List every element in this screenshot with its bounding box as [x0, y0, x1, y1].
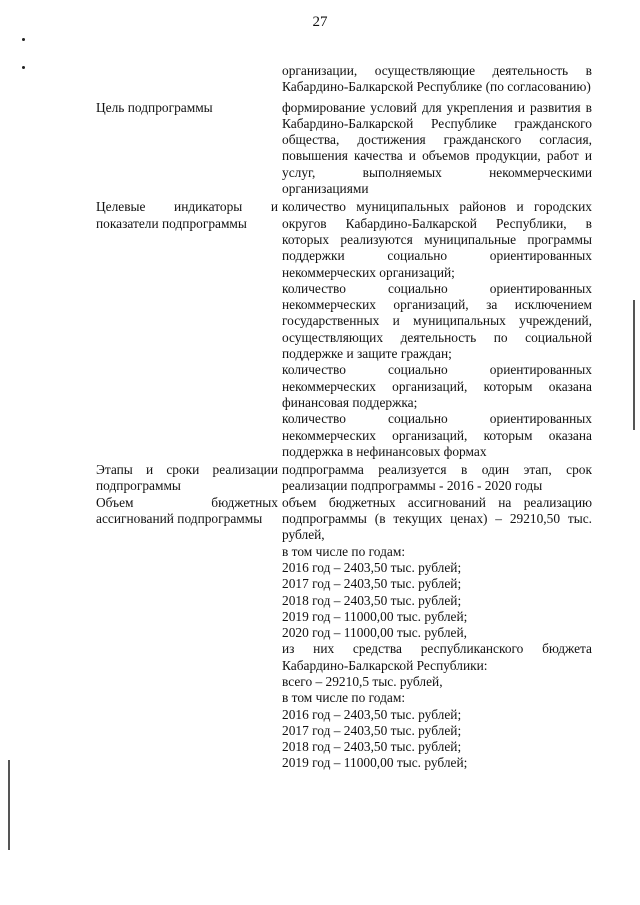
passport-row-stages	[96, 462, 606, 495]
row-label: Цель подпрограммы	[96, 99, 213, 115]
value-paragraph: формирование условий для укрепления и развития в Кабардино-Балкарской Республике гражданского общества, достижения гражданского согласия, повышения качества и объемов продукции, работ и услуг, выполняемых некоммерческими организациями	[282, 99, 592, 197]
subprogram-passport-table	[96, 63, 606, 772]
value-line: 2018 год – 2403,50 тыс. рублей;	[282, 592, 462, 608]
value-line: в том числе по годам:	[282, 690, 406, 706]
scan-artifact-dot	[22, 38, 25, 41]
passport-row-participants	[96, 63, 606, 96]
row-label: Этапы и сроки реализации подпрограммы	[96, 462, 278, 494]
value-paragraph: объем бюджетных ассигнований на реализацию подпрограммы (в текущих ценах) – 29210,50 тыс. рублей,	[282, 494, 592, 543]
value-line: в том числе по годам:	[282, 543, 406, 559]
passport-row-indicators	[96, 199, 606, 460]
value-line: 2016 год – 2403,50 тыс. рублей;	[282, 559, 462, 575]
row-value	[282, 462, 592, 495]
row-value	[282, 63, 592, 96]
scan-artifact-dot	[22, 66, 25, 69]
value-line: 2018 год – 2403,50 тыс. рублей;	[282, 739, 462, 755]
value-line: 2019 год – 11000,00 тыс. рублей;	[282, 755, 468, 771]
value-line: 2016 год – 2403,50 тыс. рублей;	[282, 706, 462, 722]
value-paragraph: количество социально ориентированных некоммерческих организаций, которым оказана поддержка в нефинансовых формах	[282, 411, 592, 459]
value-paragraph: количество социально ориентированных некоммерческих организаций, за исключением государственных и муниципальных учреждений, осуществляющих деятельность по социальной поддержке и защите граждан;	[282, 280, 592, 362]
value-paragraph: организации, осуществляющие деятельность в Кабардино-Балкарской Республике (по согласованию)	[282, 63, 592, 95]
value-paragraph: из них средства республиканского бюджета Кабардино-Балкарской Республики:	[282, 641, 592, 673]
value-line: 2019 год – 11000,00 тыс. рублей;	[282, 608, 468, 624]
row-value	[282, 100, 592, 198]
value-line: 2017 год – 2403,50 тыс. рублей;	[282, 722, 462, 738]
row-label: Объем бюджетных ассигнований подпрограммы	[96, 494, 278, 527]
value-paragraph: количество социально ориентированных некоммерческих организаций, которым оказана финансовая поддержка;	[282, 362, 592, 410]
scan-artifact-edge	[8, 760, 10, 850]
row-label	[96, 63, 278, 96]
passport-row-goal	[96, 100, 606, 198]
value-line: 2017 год – 2403,50 тыс. рублей;	[282, 576, 462, 592]
value-line: 2020 год – 11000,00 тыс. рублей,	[282, 625, 468, 641]
row-label: Целевые индикаторы и показатели подпрограммы	[96, 199, 278, 231]
value-paragraph: подпрограмма реализуется в один этап, срок реализации подпрограммы - 2016 - 2020 годы	[282, 462, 592, 494]
value-paragraph: количество муниципальных районов и городских округов Кабардино-Балкарской Республики, в которых реализуются муниципальные программы поддержки социально ориентированных некоммерческих организаций;	[282, 199, 592, 280]
passport-row-budget	[96, 495, 606, 772]
row-value	[282, 199, 592, 460]
row-value	[282, 495, 592, 772]
value-line: всего – 29210,5 тыс. рублей,	[282, 673, 443, 689]
page-number: 27	[312, 14, 328, 30]
scan-artifact-edge	[633, 300, 635, 430]
